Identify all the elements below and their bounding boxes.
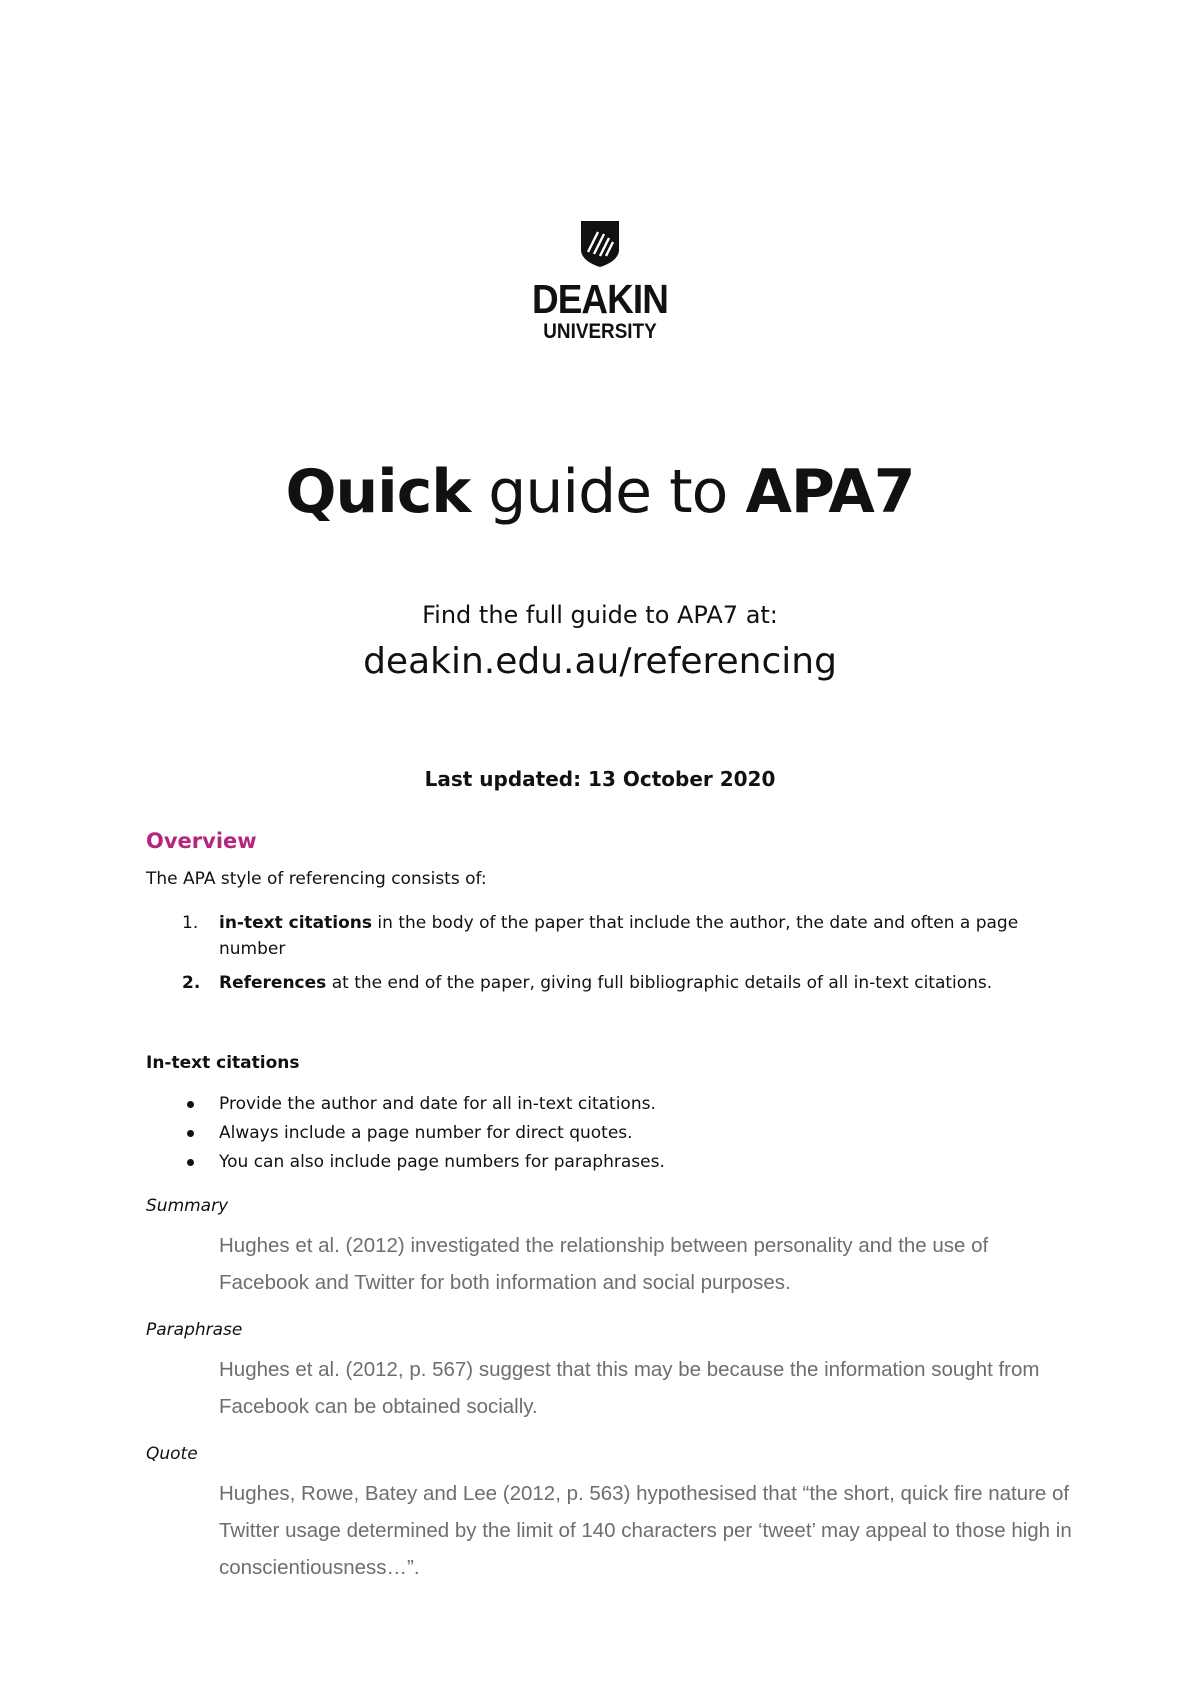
example-label-paraphrase: Paraphrase [146,1320,243,1340]
intext-bullets [146,1090,1076,1177]
list-item-bold: References [219,973,327,993]
title-middle: guide to [470,457,746,527]
main-content [146,826,1076,1600]
find-guide-text: Find the full guide to APA7 at: [422,601,778,629]
intext-heading: In-text citations [146,1053,300,1073]
overview-list [146,910,1076,996]
bullet-item [146,1148,1076,1177]
bullet-icon [187,1101,194,1108]
list-item [146,910,1076,962]
deakin-logo [0,220,1200,344]
list-item-bold: in-text citations [219,913,373,933]
overview-heading: Overview [146,829,257,853]
bullet-item [146,1090,1076,1119]
example-label-quote: Quote [146,1444,198,1464]
logo-wordmark-university: UNIVERSITY [543,320,657,343]
title-quick: Quick [285,457,471,527]
last-updated: Last updated: 13 October 2020 [424,767,776,791]
page-title [0,452,1200,532]
list-item [146,970,1076,996]
bullet-text: Always include a page number for direct quotes. [219,1123,633,1143]
example-label-summary: Summary [146,1196,229,1216]
logo-wordmark-deakin: DEAKIN [531,276,669,322]
list-item-text: in the body of the paper that include the author, the date and often a page number [219,913,1019,959]
deakin-shield-icon [580,220,620,268]
example-quote: Hughes, Rowe, Batey and Lee (2012, p. 563) hypothesised that “the short, quick fire nature of Twitter usage determined by the limit of 140 characters per ‘tweet’ may appeal to those high in conscientiousness…”. [219,1482,1072,1579]
list-item-text: at the end of the paper, giving full bibliographic details of all in-text citations. [326,973,993,993]
example-paraphrase: Hughes et al. (2012, p. 567) suggest that this may be because the information sought from Facebook can be obtained socially. [219,1358,1040,1418]
title-apa7: APA7 [745,457,915,527]
bullet-icon [187,1130,194,1137]
referencing-url: deakin.edu.au/referencing [363,641,837,682]
list-number: 1. [182,913,199,933]
list-number: 2. [182,973,201,993]
bullet-item [146,1119,1076,1148]
bullet-icon [187,1159,194,1166]
bullet-text: You can also include page numbers for paraphrases. [219,1152,665,1172]
example-summary: Hughes et al. (2012) investigated the relationship between personality and the use of Facebook and Twitter for both information and social purposes. [219,1234,989,1294]
overview-intro: The APA style of referencing consists of: [146,869,487,889]
bullet-text: Provide the author and date for all in-text citations. [219,1094,656,1114]
